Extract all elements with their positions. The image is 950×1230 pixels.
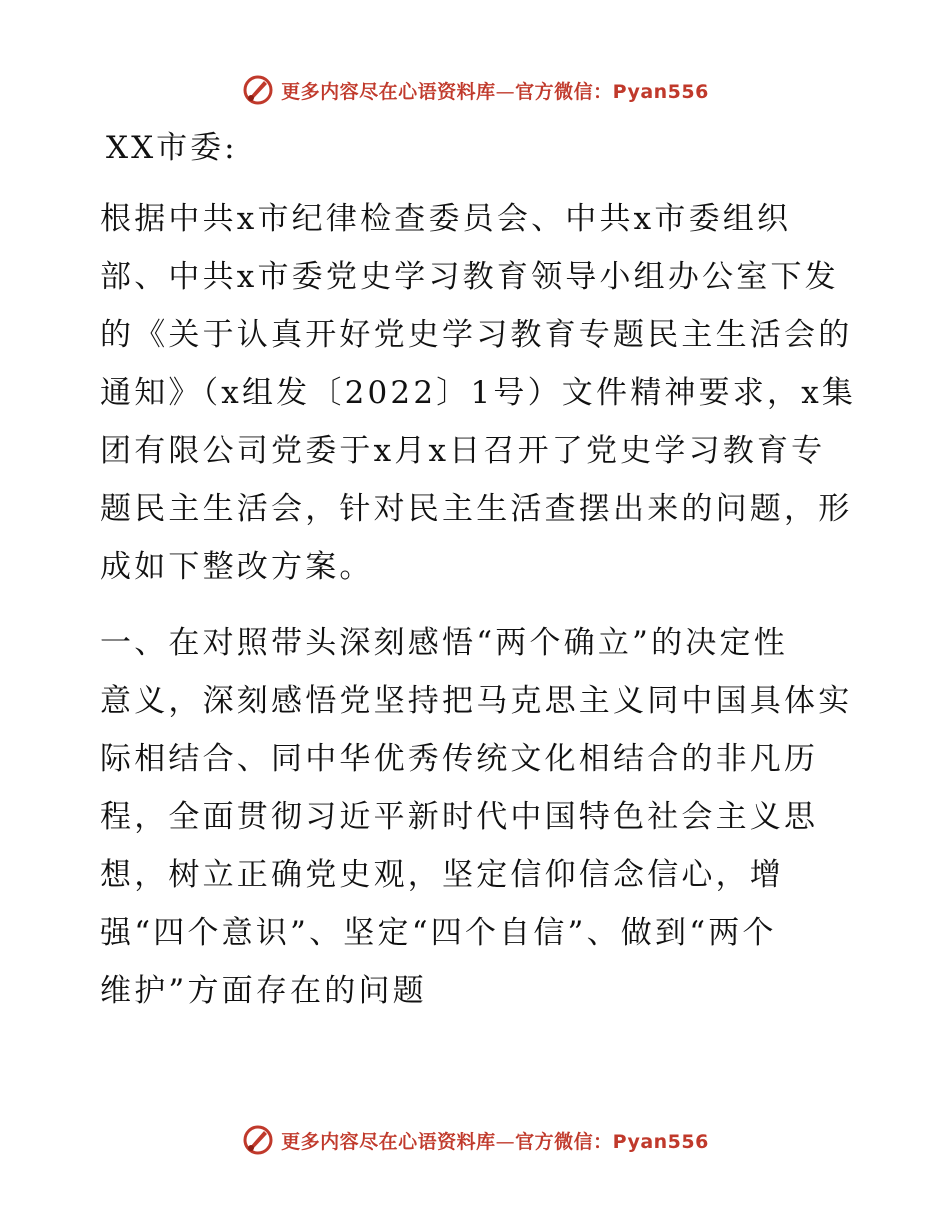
text-line: 想，树立正确党史观，坚定信仰信念信心，增 xyxy=(100,857,784,893)
text-line: 程，全面贯彻习近平新时代中国特色社会主义思 xyxy=(100,799,819,835)
text-line: 部、中共x市委党史学习教育领导小组办公室下发 xyxy=(100,259,839,295)
watermark-text: 更多内容尽在心语资料库—官方微信：Pyan556 xyxy=(281,80,709,103)
paragraph-intro xyxy=(100,190,860,596)
paragraph-section-one xyxy=(100,614,860,1020)
text-line: 团有限公司党委于x月x日召开了党史学习教育专 xyxy=(100,433,826,469)
brush-circle-icon xyxy=(241,1123,275,1157)
text-line: 通知》（x组发〔2022〕1号）文件精神要求，x集 xyxy=(100,375,857,411)
text-line: 的《关于认真开好党史学习教育专题民主生活会的 xyxy=(100,317,853,353)
text-line: 成如下整改方案。 xyxy=(100,549,374,585)
salutation: XX市委: xyxy=(106,130,238,166)
text-line: 际相结合、同中华优秀传统文化相结合的非凡历 xyxy=(100,741,819,777)
watermark-banner-bottom xyxy=(0,1120,950,1160)
text-line: 强“四个意识”、坚定“四个自信”、做到“两个 xyxy=(100,915,777,951)
text-line: 根据中共x市纪律检查委员会、中共x市委组织 xyxy=(100,201,792,237)
text-line: 维护”方面存在的问题 xyxy=(100,973,427,1009)
watermark-banner-top xyxy=(0,70,950,110)
text-line: 意义，深刻感悟党坚持把马克思主义同中国具体实 xyxy=(100,683,853,719)
watermark-text: 更多内容尽在心语资料库—官方微信：Pyan556 xyxy=(281,1130,709,1153)
text-line: 题民主生活会，针对民主生活查摆出来的问题，形 xyxy=(100,491,853,527)
brush-circle-icon xyxy=(241,73,275,107)
text-line: 一、在对照带头深刻感悟“两个确立”的决定性 xyxy=(100,625,788,661)
